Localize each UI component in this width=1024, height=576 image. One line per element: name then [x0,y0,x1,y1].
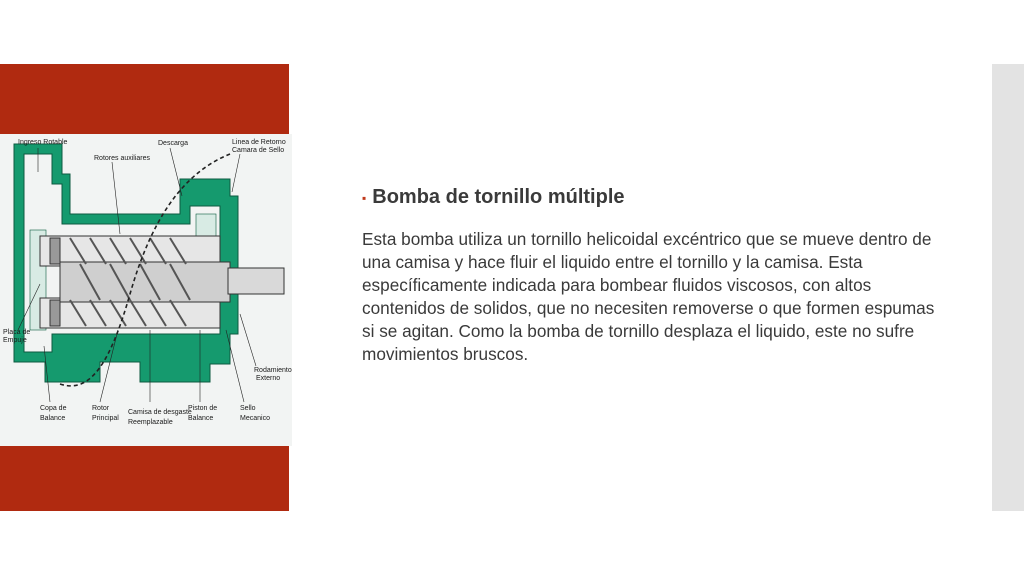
label-principal: Principal [92,415,119,422]
label-rotor: Rotor [92,405,110,412]
label-copa-balance: Balance [40,415,66,422]
label-piston-balance: Balance [188,415,214,422]
label-camisa: Camisa de desgaste [128,409,192,416]
screw-pump-diagram [0,134,292,446]
label-placa: Placa de [3,329,31,336]
label-piston: Piston de [188,405,218,412]
label-mecanico: Mecanico [240,415,270,422]
label-rodamiento: Rodamiento [254,367,292,374]
pump-cross-section [0,134,292,446]
label-camara-sello: Camara de Sello [232,147,285,154]
right-gray-strip [992,64,1024,511]
body-paragraph: Esta bomba utiliza un tornillo helicoidal excéntrico que se mueve dentro de una camisa y hace fluir el liquido entre el tornillo y la camisa. Esta específicamente indicada para bombear fluidos viscosos, con altos contenidos de solidos, que no necesiten removerse o que formen espumas si se agitan. Como la bomba de tornillo desplaza el liquido, este no sufre movimientos bruscos. [362,229,935,364]
label-descarga: Descarga [158,140,188,147]
label-copa: Copa de [40,405,67,412]
label-reemplazable: Reemplazable [128,419,173,426]
label-externo: Externo [256,375,281,382]
label-ingreso: Ingreso Rotable [18,139,68,146]
label-empuje: Empuje [3,337,27,344]
heading-text: Bomba de tornillo múltiple [372,186,625,208]
bullet-icon: ▪ [362,190,367,205]
label-sello: Sello [240,405,256,412]
label-rotores: Rotores auxiliares [94,155,151,162]
label-linea-retorno: Linea de Retorno [232,139,286,146]
slide-heading [362,186,962,209]
